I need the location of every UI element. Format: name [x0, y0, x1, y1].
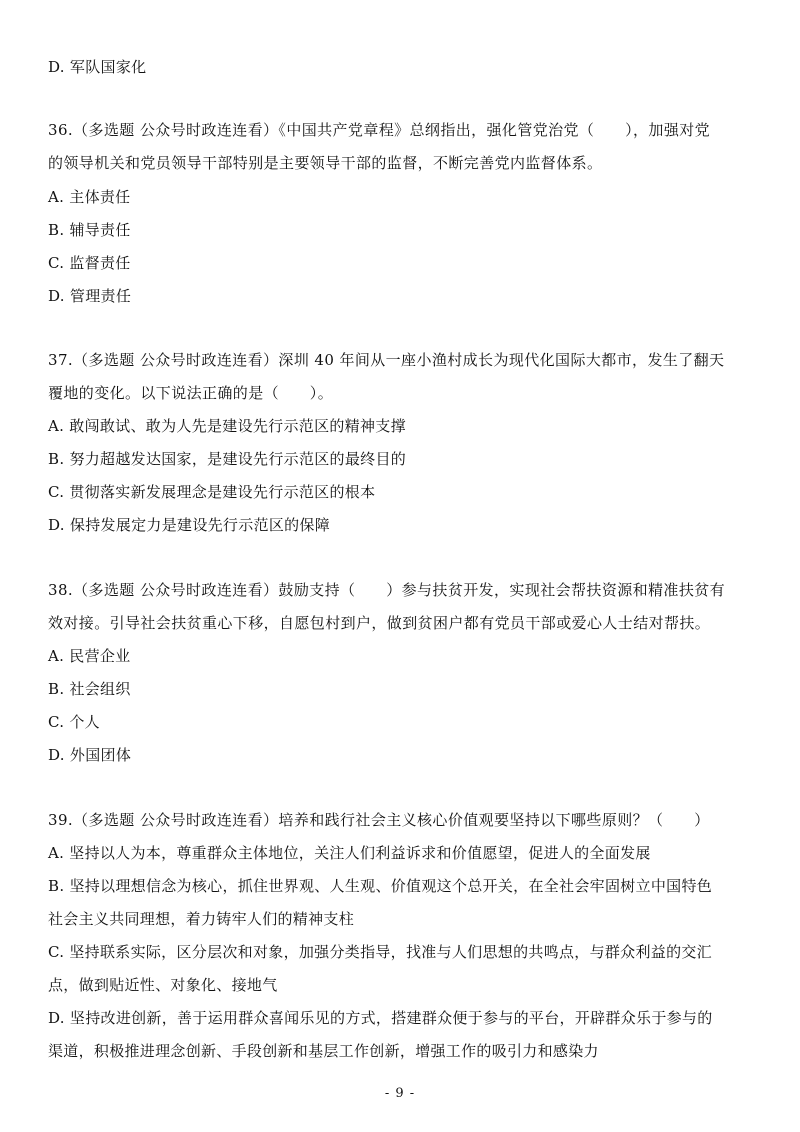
q36-option-d: D. 管理责任	[48, 287, 132, 305]
q38-stem-line-1: 38.（多选题 公众号时政连连看）鼓励支持（ ）参与扶贫开发，实现社会帮扶资源和精准扶贫有	[48, 581, 726, 599]
q38-option-a: A. 民营企业	[48, 647, 131, 665]
q36-option-b: B. 辅导责任	[48, 221, 131, 239]
q36-option-a: A. 主体责任	[48, 188, 131, 206]
q37-stem-line-2: 覆地的变化。以下说法正确的是（ ）。	[48, 384, 334, 402]
q38-option-b: B. 社会组织	[48, 680, 131, 698]
page-number: - 9 -	[384, 1086, 416, 1101]
q36-stem-line-2: 的领导机关和党员领导干部特别是主要领导干部的监督，不断完善党内监督体系。	[48, 154, 603, 172]
q39-option-d-line-2: 渠道，积极推进理念创新、手段创新和基层工作创新，增强工作的吸引力和感染力	[48, 1042, 599, 1060]
q37-option-d: D. 保持发展定力是建设先行示范区的保障	[48, 516, 331, 534]
q37-option-b: B. 努力超越发达国家，是建设先行示范区的最终目的	[48, 450, 407, 468]
q36-stem-line-1: 36.（多选题 公众号时政连连看）《中国共产党章程》总纲指出，强化管党治党（ ），加强对党	[48, 121, 711, 139]
q39-option-a: A. 坚持以人为本，尊重群众主体地位，关注人们利益诉求和价值愿望，促进人的全面发展	[48, 844, 651, 862]
q37-option-c: C. 贯彻落实新发展理念是建设先行示范区的根本	[48, 483, 376, 501]
q38-option-d: D. 外国团体	[48, 746, 132, 764]
q39-option-c-line-2: 点，做到贴近性、对象化、接地气	[48, 976, 278, 994]
q39-stem-line-1: 39.（多选题 公众号时政连连看）培养和践行社会主义核心价值观要坚持以下哪些原则？（ ）	[48, 811, 710, 829]
q38-stem-line-2: 效对接。引导社会扶贫重心下移，自愿包村到户，做到贫困户都有党员干部或爱心人士结对帮扶。	[48, 614, 711, 632]
q37-option-a: A. 敢闯敢试、敢为人先是建设先行示范区的精神支撑	[48, 417, 406, 435]
q39-option-b-line-1: B. 坚持以理想信念为核心，抓住世界观、人生观、价值观这个总开关，在全社会牢固树立中国特色	[48, 877, 713, 895]
q39-option-b-line-2: 社会主义共同理想，着力铸牢人们的精神支柱	[48, 910, 355, 928]
q35-option-d: D. 军队国家化	[48, 58, 147, 76]
q38-option-c: C. 个人	[48, 713, 100, 731]
q37-stem-line-1: 37.（多选题 公众号时政连连看）深圳 40 年间从一座小渔村成长为现代化国际大都市，发生了翻天	[48, 351, 725, 369]
q39-option-c-line-1: C. 坚持联系实际，区分层次和对象，加强分类指导，找准与人们思想的共鸣点，与群众利益的交汇	[48, 943, 712, 961]
q39-option-d-line-1: D. 坚持改进创新，善于运用群众喜闻乐见的方式，搭建群众便于参与的平台，开辟群众乐于参与的	[48, 1009, 713, 1027]
q36-option-c: C. 监督责任	[48, 254, 131, 272]
